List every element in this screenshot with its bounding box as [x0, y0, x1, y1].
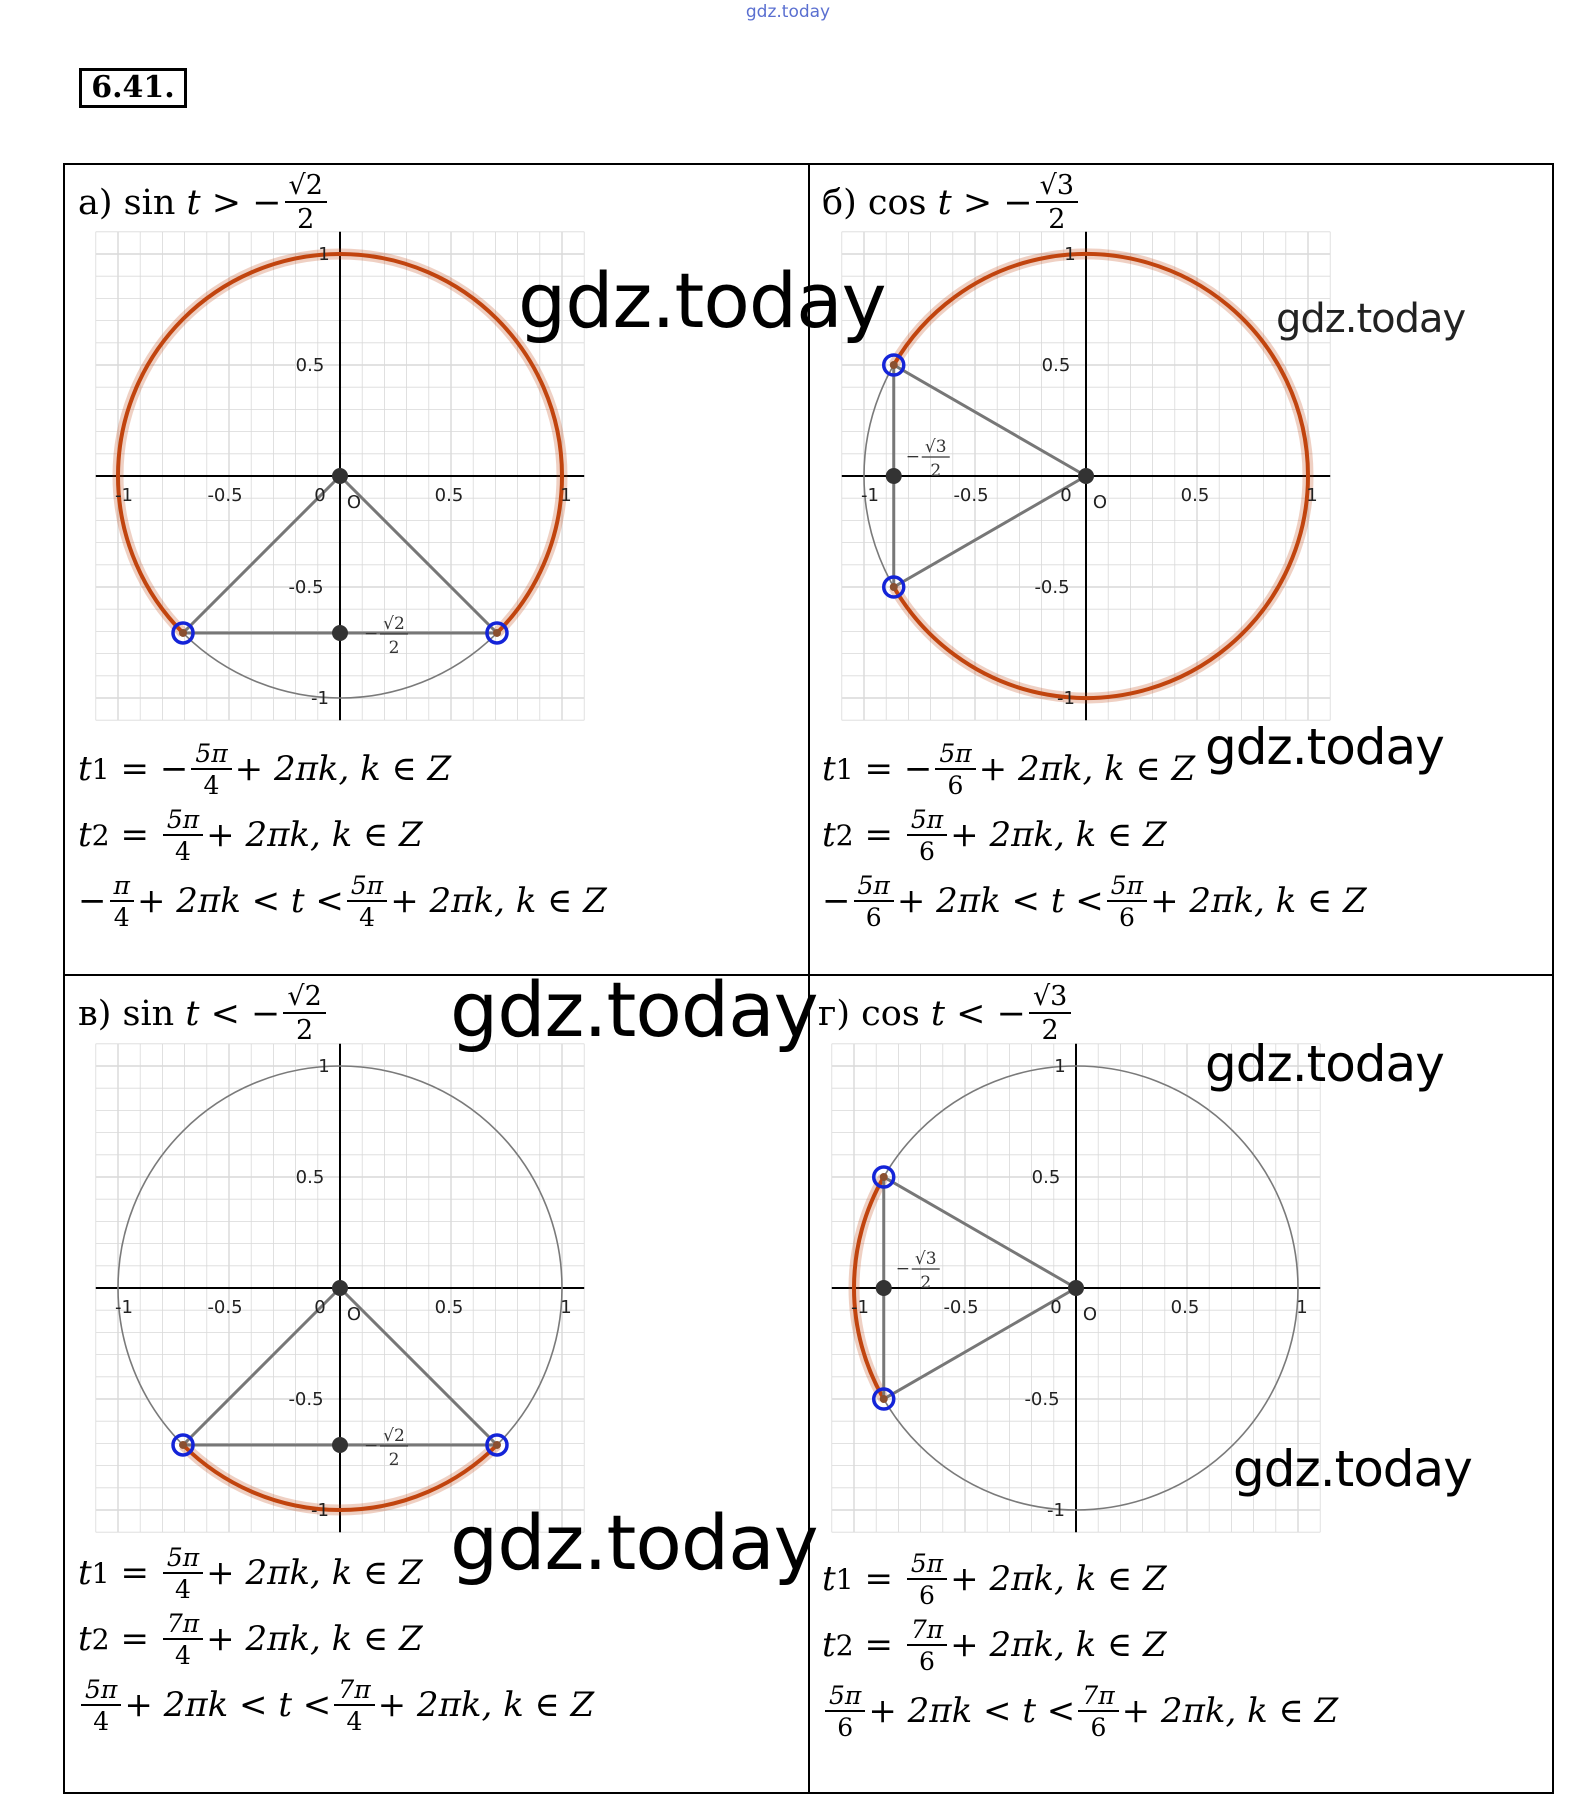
panel-d-title [818, 983, 1074, 1044]
panel-c-inequality: $\frac{5\pi}{4}$ + 2πk < t < $\frac{7\pi}{4}$ + 2πk, k ∈ Z [78, 1672, 594, 1738]
panel-a-sign: − [252, 182, 282, 223]
point-label-sign: − [364, 623, 379, 644]
tick-label: -1 [311, 688, 329, 709]
tick-label: 1 [318, 244, 330, 265]
tick-label: 0.5 [295, 1167, 325, 1188]
panel-a-t1: t 1 = − $\frac{5\pi}{4}$ + 2πk, k ∈ Z [78, 738, 452, 800]
tick-label: 0 [314, 1297, 326, 1318]
panel-d-t1: t 1 = $\frac{5\pi}{6}$ + 2πk, k ∈ Z [822, 1548, 1167, 1610]
tick-label: 0.5 [1031, 1167, 1061, 1188]
intersection-dot [179, 1441, 187, 1449]
intersection-dot [493, 1441, 501, 1449]
intersection-dot [880, 1173, 888, 1181]
point-label-sign: − [895, 1259, 910, 1279]
tick-label: 0.5 [295, 355, 325, 376]
tick-label: -1 [1047, 1500, 1065, 1521]
watermark: gdz.today [1205, 1035, 1444, 1093]
watermark: gdz.today [1233, 1440, 1472, 1498]
point-label-num: √2 [383, 613, 405, 634]
panel-a-title [78, 172, 330, 233]
origin-point [332, 468, 348, 484]
tick-label: 0 [1050, 1297, 1062, 1318]
panel-c-unit-circle [80, 1052, 600, 1552]
panel-a-t2: t 2 = $\frac{5\pi}{4}$ + 2πk, k ∈ Z [78, 804, 423, 866]
panel-d-var: t [930, 993, 945, 1034]
panel-c-letter: в) [78, 993, 112, 1034]
panel-c-t2: t 2 = $\frac{7\pi}{4}$ + 2πk, k ∈ Z [78, 1608, 423, 1670]
panel-a-equations [78, 736, 607, 934]
tick-label: -1 [861, 485, 879, 506]
panel-d-t2: t 2 = $\frac{7\pi}{6}$ + 2πk, k ∈ Z [822, 1614, 1167, 1676]
panel-d-fraction: $\frac{√3}{2}$ [1029, 983, 1071, 1044]
panel-c-func: sin [122, 993, 175, 1034]
tick-label: -1 [851, 1297, 869, 1318]
panel-a-inequality: − $\frac{\pi}{4}$ + 2πk < t < $\frac{5\pi}{4}$ + 2πk, k ∈ Z [78, 870, 607, 932]
panel-d-relation: < [956, 993, 986, 1034]
tick-label: 0.5 [1170, 1297, 1200, 1318]
panel-a-func: sin [123, 182, 176, 223]
panel-a-letter: а) [78, 182, 113, 223]
tick-label: 1 [560, 485, 572, 506]
intersection-dot [179, 629, 187, 637]
tick-label: 0.5 [434, 1297, 464, 1318]
panel-a-relation: > [211, 182, 242, 223]
projection-point [332, 1437, 348, 1453]
origin-label: O [346, 492, 362, 513]
tick-label: -1 [115, 485, 133, 506]
watermark: gdz.today [450, 965, 818, 1054]
panel-c-var: t [185, 993, 200, 1034]
tick-label: -0.5 [1034, 577, 1070, 598]
tick-label: 1 [1064, 244, 1076, 265]
watermark: gdz.today [518, 256, 886, 345]
intersection-dot [493, 629, 501, 637]
panel-c-fraction: $\frac{√2}{2}$ [283, 983, 325, 1044]
tick-label: 0 [1060, 485, 1072, 506]
point-label-den: 2 [930, 461, 942, 481]
panel-b-inequality: − $\frac{5\pi}{6}$ + 2πk < t < $\frac{5\pi}{6}$ + 2πk, k ∈ Z [822, 870, 1367, 932]
projection-point [876, 1280, 892, 1296]
tick-label: -1 [115, 1297, 133, 1318]
projection-point [332, 625, 348, 641]
point-label-den: 2 [920, 1273, 932, 1293]
tick-label: 0 [314, 485, 326, 506]
panel-b-sign: − [1003, 182, 1033, 223]
origin-point [1078, 468, 1094, 484]
panel-a-fraction: $\frac{√2}{2}$ [285, 172, 327, 233]
tick-label: -0.5 [1024, 1389, 1060, 1410]
panel-c-title [78, 983, 329, 1044]
tick-label: 1 [1306, 485, 1318, 506]
problem-number: 6.41. [79, 68, 187, 108]
tick-label: 0.5 [434, 485, 464, 506]
panel-c-t1: t 1 = $\frac{5\pi}{4}$ + 2πk, k ∈ Z [78, 1542, 423, 1604]
watermark: gdz.today [1205, 718, 1444, 776]
tick-label: -0.5 [943, 1297, 979, 1318]
origin-point [1068, 1280, 1084, 1296]
intersection-dot [880, 1395, 888, 1403]
tick-label: -0.5 [953, 485, 989, 506]
tick-label: 1 [1054, 1056, 1066, 1077]
tick-label: -1 [1057, 688, 1075, 709]
tick-label: -0.5 [207, 485, 243, 506]
tick-label: 1 [560, 1297, 572, 1318]
origin-label: O [1092, 492, 1108, 513]
watermark: gdz.today [1276, 296, 1466, 342]
panel-d-func: cos [861, 993, 920, 1034]
tick-label: 1 [1296, 1297, 1308, 1318]
panel-b-title [822, 172, 1081, 233]
tick-label: 1 [318, 1056, 330, 1077]
intersection-dot [890, 361, 898, 369]
origin-point [332, 1280, 348, 1296]
tick-label: -0.5 [288, 577, 324, 598]
point-label-sign: − [364, 1435, 379, 1456]
panel-b-relation: > [962, 182, 993, 223]
panel-d-letter: г) [818, 993, 850, 1034]
tick-label: 0.5 [1041, 355, 1071, 376]
panel-b-func: cos [867, 182, 927, 223]
tick-label: -0.5 [288, 1389, 324, 1410]
projection-point [886, 468, 902, 484]
panel-c-sign: − [251, 993, 281, 1034]
origin-label: O [1082, 1304, 1098, 1325]
tick-label: 0.5 [1180, 485, 1210, 506]
origin-label: O [346, 1304, 362, 1325]
watermark: gdz.today [450, 1498, 818, 1587]
panel-b-var: t [937, 182, 952, 223]
intersection-dot [890, 583, 898, 591]
panel-b-t2: t 2 = $\frac{5\pi}{6}$ + 2πk, k ∈ Z [822, 804, 1167, 866]
point-label-den: 2 [388, 637, 400, 658]
panel-b-letter: б) [822, 182, 857, 223]
point-label-den: 2 [388, 1449, 400, 1470]
panel-b-fraction: $\frac{√3}{2}$ [1036, 172, 1078, 233]
panel-c-relation: < [210, 993, 240, 1034]
top-watermark: gdz.today [745, 2, 831, 22]
panel-b-unit-circle [826, 240, 1346, 740]
panel-b-t1: t 1 = − $\frac{5\pi}{6}$ + 2πk, k ∈ Z [822, 738, 1196, 800]
point-label-num: √2 [383, 1425, 405, 1446]
tick-label: -1 [311, 1500, 329, 1521]
point-label-num: √3 [914, 1249, 937, 1269]
panel-d-sign: − [996, 993, 1026, 1034]
panel-d-equations [822, 1546, 1338, 1744]
tick-label: -0.5 [207, 1297, 243, 1318]
point-label-num: √3 [924, 437, 947, 457]
panel-a-var: t [186, 182, 201, 223]
point-label-sign: − [905, 447, 920, 467]
panel-d-inequality: $\frac{5\pi}{6}$ + 2πk < t < $\frac{7\pi}{6}$ + 2πk, k ∈ Z [822, 1678, 1338, 1744]
